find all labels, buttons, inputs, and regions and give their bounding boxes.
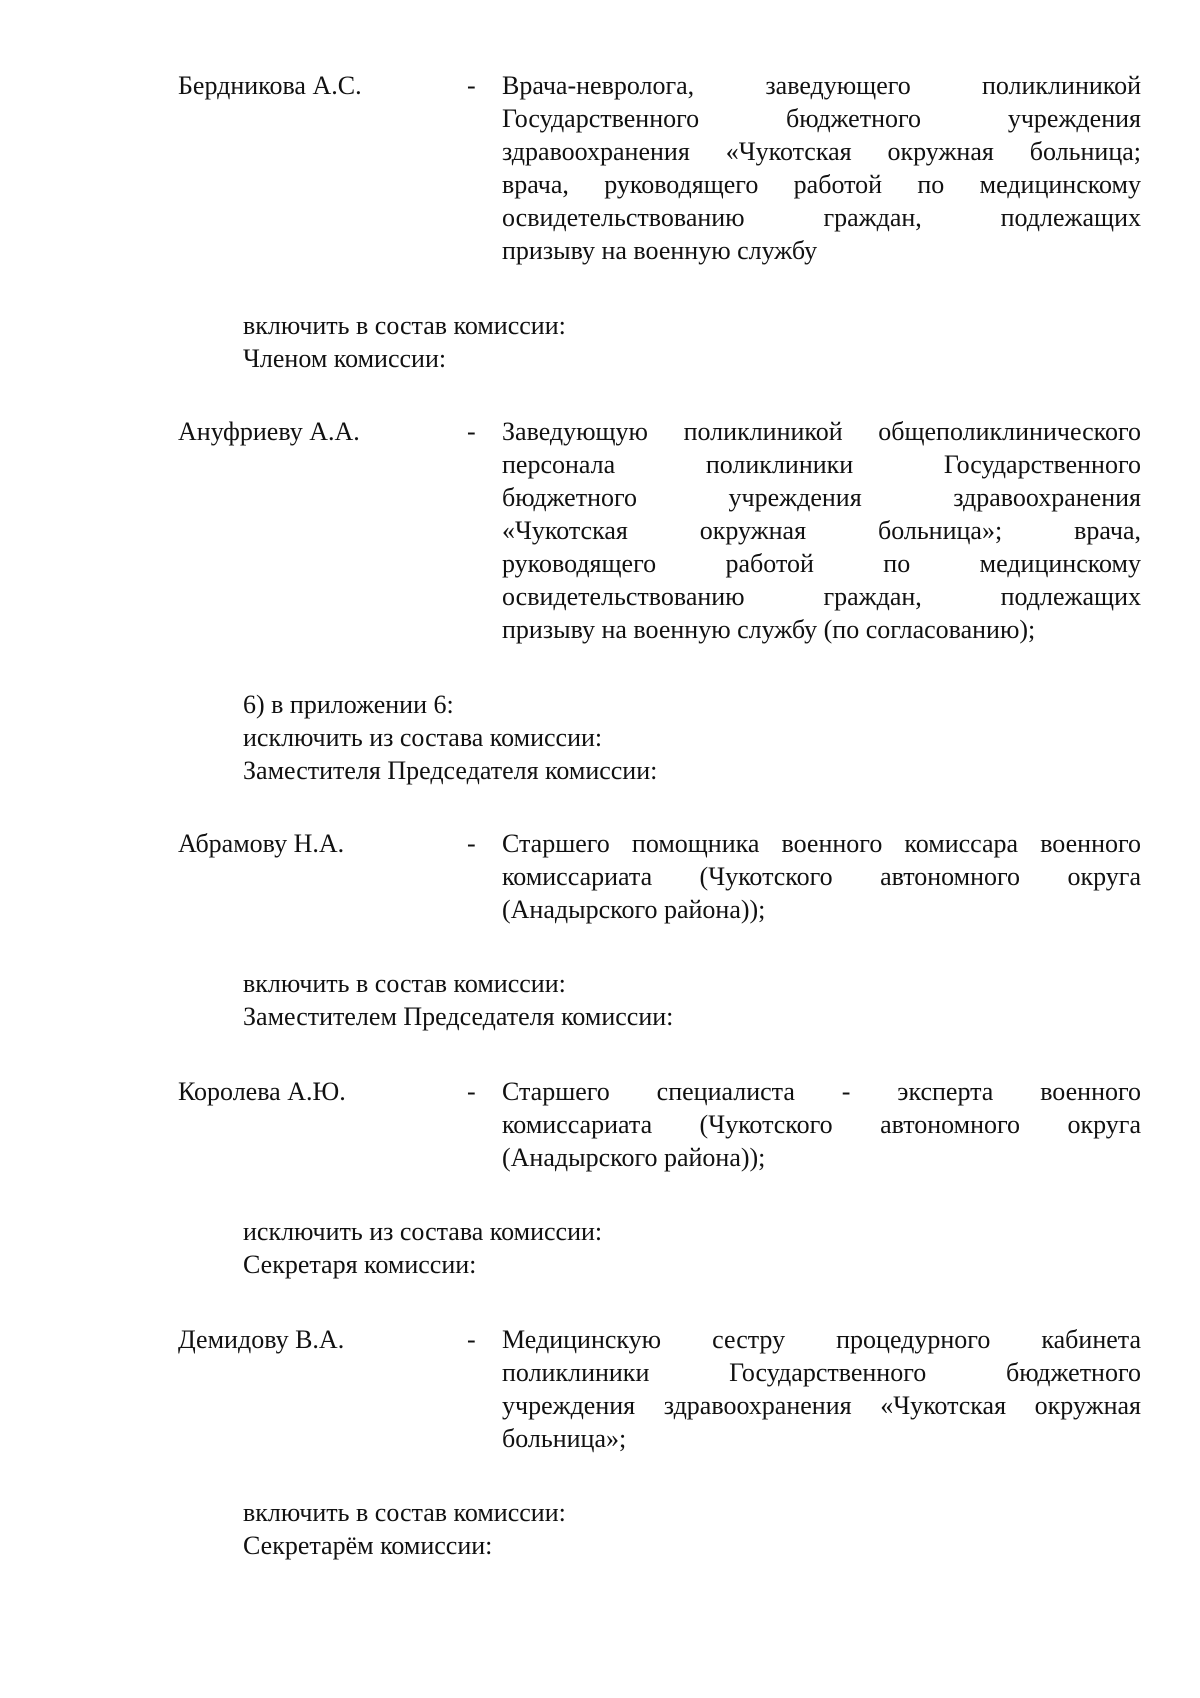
instruction-exclude: исключить из состава комиссии: bbox=[243, 1217, 603, 1246]
position-line: Старшего помощника военного комиссара военного bbox=[502, 829, 1141, 858]
instruction-include: включить в состав комиссии: bbox=[243, 311, 566, 340]
position-line: Старшего специалиста - эксперта военного bbox=[502, 1077, 1141, 1106]
instruction-exclude: исключить из состава комиссии: bbox=[243, 723, 603, 752]
member-position bbox=[502, 827, 1141, 926]
member-name: Абрамову Н.А. bbox=[178, 829, 345, 858]
member-position bbox=[502, 69, 1141, 267]
position-line: «Чукотская окружная больница»; врача, bbox=[502, 516, 1141, 545]
entry-dash: - bbox=[467, 829, 476, 858]
position-line: комиссариата (Чукотского автономного округа bbox=[502, 862, 1141, 891]
position-line: поликлиники Государственного бюджетного bbox=[502, 1358, 1141, 1387]
member-name: Бердникова А.С. bbox=[178, 71, 362, 100]
member-name: Демидову В.А. bbox=[178, 1325, 345, 1354]
position-line: больница»; bbox=[502, 1424, 627, 1453]
instruction-role: Заместителя Председателя комиссии: bbox=[243, 756, 658, 785]
entry-dash: - bbox=[467, 1077, 476, 1106]
member-position bbox=[502, 415, 1141, 646]
position-line: (Анадырского района)); bbox=[502, 1143, 766, 1172]
member-position bbox=[502, 1075, 1141, 1174]
member-name: Королева А.Ю. bbox=[178, 1077, 346, 1106]
position-line: освидетельствованию граждан, подлежащих bbox=[502, 582, 1141, 611]
entry-dash: - bbox=[467, 417, 476, 446]
position-line: (Анадырского района)); bbox=[502, 895, 766, 924]
entry-dash: - bbox=[467, 1325, 476, 1354]
position-line: Государственного бюджетного учреждения bbox=[502, 104, 1141, 133]
instruction-include: включить в состав комиссии: bbox=[243, 1498, 566, 1527]
instruction-appendix: 6) в приложении 6: bbox=[243, 690, 454, 719]
position-line: врача, руководящего работой по медицинскому bbox=[502, 170, 1141, 199]
position-line: бюджетного учреждения здравоохранения bbox=[502, 483, 1141, 512]
position-line: Врача-невролога, заведующего поликлиникой bbox=[502, 71, 1141, 100]
position-line: Медицинскую сестру процедурного кабинета bbox=[502, 1325, 1141, 1354]
position-line: комиссариата (Чукотского автономного округа bbox=[502, 1110, 1141, 1139]
position-line: освидетельствованию граждан, подлежащих bbox=[502, 203, 1141, 232]
position-line: учреждения здравоохранения «Чукотская окружная bbox=[502, 1391, 1141, 1420]
position-line: Заведующую поликлиникой общеполиклинического bbox=[502, 417, 1141, 446]
instruction-role: Членом комиссии: bbox=[243, 344, 447, 373]
instruction-role: Заместителем Председателя комиссии: bbox=[243, 1002, 674, 1031]
position-line: призыву на военную службу (по согласованию); bbox=[502, 615, 1036, 644]
position-line: здравоохранения «Чукотская окружная больница; bbox=[502, 137, 1141, 166]
entry-dash: - bbox=[467, 71, 476, 100]
instruction-role: Секретарём комиссии: bbox=[243, 1531, 493, 1560]
position-line: призыву на военную службу bbox=[502, 236, 818, 265]
instruction-include: включить в состав комиссии: bbox=[243, 969, 566, 998]
instruction-role: Секретаря комиссии: bbox=[243, 1250, 477, 1279]
member-name: Ануфриеву А.А. bbox=[178, 417, 360, 446]
position-line: персонала поликлиники Государственного bbox=[502, 450, 1141, 479]
position-line: руководящего работой по медицинскому bbox=[502, 549, 1141, 578]
member-position bbox=[502, 1323, 1141, 1455]
